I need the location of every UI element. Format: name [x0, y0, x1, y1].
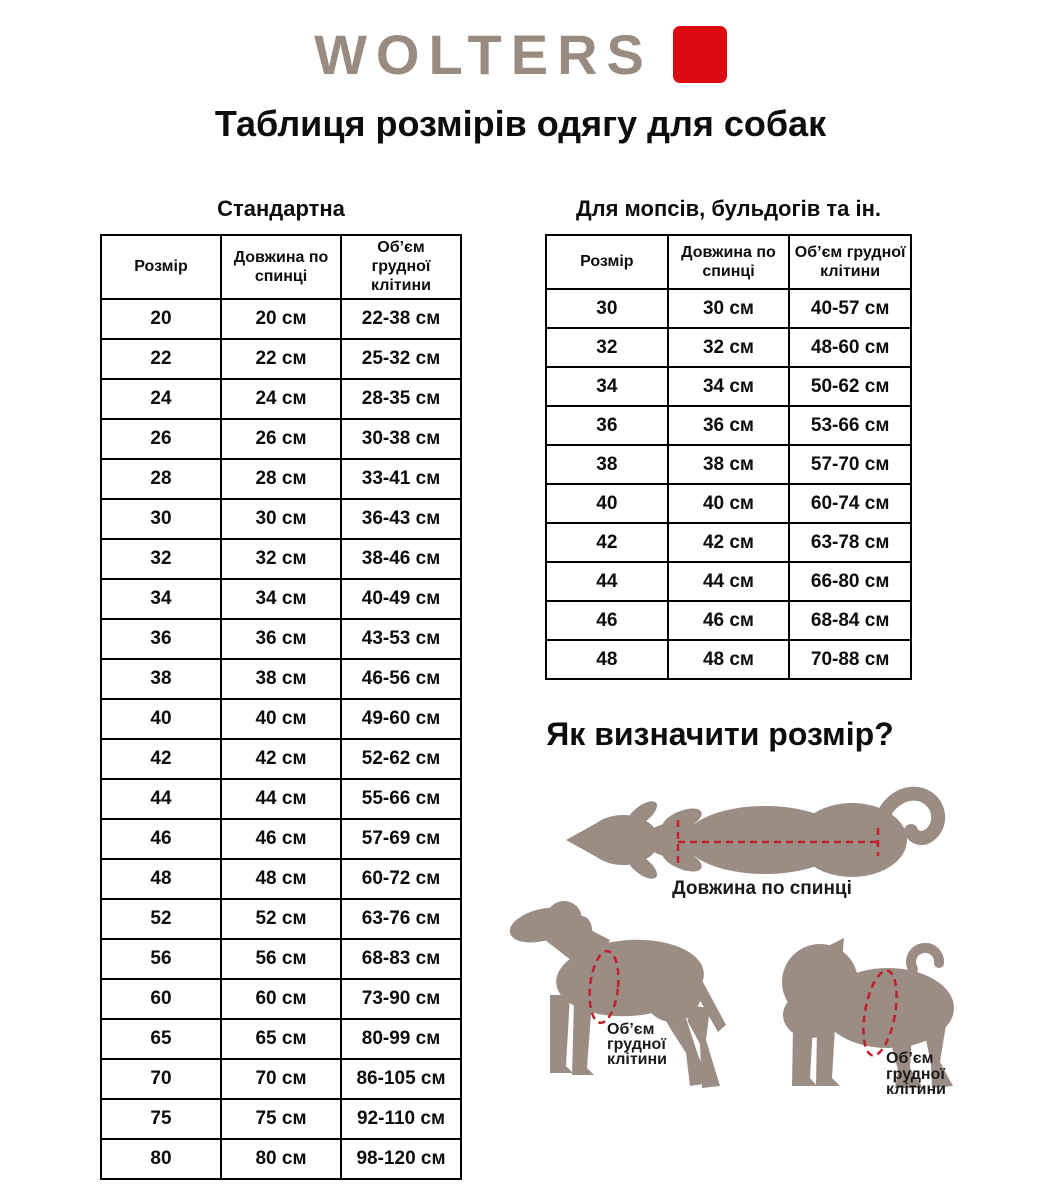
- standard-table-title: Стандартна: [217, 196, 345, 221]
- table-cell: 32 см: [221, 539, 341, 579]
- table-cell: 24 см: [221, 379, 341, 419]
- table-cell: 36 см: [668, 406, 790, 445]
- table-cell: 30 см: [221, 499, 341, 539]
- table-cell: 40-57 см: [789, 289, 911, 328]
- table-cell: 42: [546, 523, 668, 562]
- table-row: [101, 579, 461, 619]
- table-row: [101, 699, 461, 739]
- size-guide-illustration: [490, 770, 1040, 1200]
- table-row: [101, 899, 461, 939]
- table-cell: 50-62 см: [789, 367, 911, 406]
- table-row: [101, 779, 461, 819]
- table-cell: 53-66 см: [789, 406, 911, 445]
- table-cell: 46-56 см: [341, 659, 461, 699]
- table-row: [101, 819, 461, 859]
- table-cell: 49-60 см: [341, 699, 461, 739]
- table-cell: 55-66 см: [341, 779, 461, 819]
- table-cell: 28: [101, 459, 221, 499]
- pugs-size-table: [545, 234, 912, 680]
- table-row: [546, 523, 911, 562]
- table-cell: 63-78 см: [789, 523, 911, 562]
- table-cell: 70 см: [221, 1059, 341, 1099]
- table-cell: 38: [101, 659, 221, 699]
- table-cell: 86-105 см: [341, 1059, 461, 1099]
- table-cell: 38: [546, 445, 668, 484]
- table-row: [101, 379, 461, 419]
- table-cell: 24: [101, 379, 221, 419]
- chest-label-bulldog-line-1: Об’єм: [886, 1050, 934, 1067]
- table-row: [101, 619, 461, 659]
- table-cell: 26: [101, 419, 221, 459]
- table-row: [101, 339, 461, 379]
- table-row: [101, 299, 461, 339]
- table-cell: 46 см: [221, 819, 341, 859]
- table-cell: 36 см: [221, 619, 341, 659]
- table-cell: 20 см: [221, 299, 341, 339]
- dog-top-view-silhouette: [566, 794, 938, 884]
- wolters-logo-text: WOLTERS: [314, 22, 653, 86]
- table-cell: 70: [101, 1059, 221, 1099]
- page-title: Таблиця розмірів одягу для собак: [214, 103, 827, 144]
- table-cell: 46: [101, 819, 221, 859]
- table-cell: 34: [546, 367, 668, 406]
- pugs-table-title: Для мопсів, бульдогів та ін.: [575, 196, 882, 221]
- chest-label-standing-line-2: грудної: [607, 1036, 666, 1053]
- table-row: [101, 859, 461, 899]
- table-cell: 44 см: [221, 779, 341, 819]
- table-cell: 25-32 см: [341, 339, 461, 379]
- standard-size-table: [100, 234, 462, 1180]
- table-cell: 42 см: [668, 523, 790, 562]
- table-row: [546, 484, 911, 523]
- table-cell: 73-90 см: [341, 979, 461, 1019]
- table-cell: 66-80 см: [789, 562, 911, 601]
- table-cell: 46: [546, 601, 668, 640]
- table-row: [101, 459, 461, 499]
- table-cell: 60 см: [221, 979, 341, 1019]
- table-row: [101, 659, 461, 699]
- header-row: [546, 235, 911, 289]
- table-cell: 48: [546, 640, 668, 679]
- size-guide-title: Як визначити розмір?: [546, 716, 894, 752]
- table-cell: 56: [101, 939, 221, 979]
- table-row: [546, 640, 911, 679]
- table-cell: 48 см: [221, 859, 341, 899]
- table-cell: 68-83 см: [341, 939, 461, 979]
- table-cell: 32 см: [668, 328, 790, 367]
- table-cell: 44: [101, 779, 221, 819]
- table-cell: 40 см: [668, 484, 790, 523]
- table-cell: 38 см: [221, 659, 341, 699]
- table-row: [101, 1099, 461, 1139]
- table-row: [546, 406, 911, 445]
- table-cell: 80-99 см: [341, 1019, 461, 1059]
- table-cell: 65 см: [221, 1019, 341, 1059]
- chest-label-standing-line-1: Об’єм: [607, 1021, 655, 1038]
- chest-label-standing: [607, 1021, 667, 1068]
- table-cell: 36: [546, 406, 668, 445]
- chest-label-standing-line-3: клітини: [607, 1051, 667, 1068]
- table-cell: 30: [101, 499, 221, 539]
- table-cell: 42: [101, 739, 221, 779]
- table-cell: 22 см: [221, 339, 341, 379]
- table-cell: 48: [101, 859, 221, 899]
- table-cell: 42 см: [221, 739, 341, 779]
- table-cell: 30-38 см: [341, 419, 461, 459]
- table-cell: 65: [101, 1019, 221, 1059]
- table-cell: 34 см: [221, 579, 341, 619]
- column-header: Довжина по спинці: [221, 235, 341, 299]
- table-cell: 36-43 см: [341, 499, 461, 539]
- table-cell: 28 см: [221, 459, 341, 499]
- chest-label-bulldog-line-2: грудної: [886, 1066, 945, 1083]
- table-cell: 92-110 см: [341, 1099, 461, 1139]
- table-row: [101, 419, 461, 459]
- table-cell: 68-84 см: [789, 601, 911, 640]
- table-cell: 22: [101, 339, 221, 379]
- table-cell: 38 см: [668, 445, 790, 484]
- table-row: [101, 539, 461, 579]
- table-cell: 75: [101, 1099, 221, 1139]
- pugs-size-section: [545, 196, 912, 680]
- table-cell: 52 см: [221, 899, 341, 939]
- table-cell: 60-74 см: [789, 484, 911, 523]
- table-cell: 40: [546, 484, 668, 523]
- table-row: [546, 328, 911, 367]
- table-cell: 38-46 см: [341, 539, 461, 579]
- wolters-logo-mark-icon: [673, 26, 727, 83]
- table-cell: 36: [101, 619, 221, 659]
- header-row: [101, 235, 461, 299]
- table-cell: 60: [101, 979, 221, 1019]
- table-cell: 52-62 см: [341, 739, 461, 779]
- table-row: [546, 562, 911, 601]
- column-header: Довжина по спинці: [668, 235, 790, 289]
- table-cell: 32: [546, 328, 668, 367]
- table-cell: 52: [101, 899, 221, 939]
- table-cell: 44: [546, 562, 668, 601]
- table-cell: 43-53 см: [341, 619, 461, 659]
- column-header: Об’єм грудної клітини: [341, 235, 461, 299]
- table-cell: 56 см: [221, 939, 341, 979]
- table-cell: 40 см: [221, 699, 341, 739]
- table-cell: 30 см: [668, 289, 790, 328]
- table-cell: 60-72 см: [341, 859, 461, 899]
- column-header: Розмір: [546, 235, 668, 289]
- table-cell: 34 см: [668, 367, 790, 406]
- table-cell: 48-60 см: [789, 328, 911, 367]
- table-row: [546, 601, 911, 640]
- table-row: [101, 499, 461, 539]
- table-row: [101, 939, 461, 979]
- table-cell: 34: [101, 579, 221, 619]
- table-row: [101, 979, 461, 1019]
- table-cell: 57-69 см: [341, 819, 461, 859]
- table-row: [101, 1139, 461, 1179]
- column-header: Об’єм грудної клітини: [789, 235, 911, 289]
- table-cell: 80: [101, 1139, 221, 1179]
- column-header: Розмір: [101, 235, 221, 299]
- table-row: [101, 739, 461, 779]
- table-cell: 33-41 см: [341, 459, 461, 499]
- table-cell: 44 см: [668, 562, 790, 601]
- back-length-label: Довжина по спинці: [672, 878, 852, 899]
- table-cell: 30: [546, 289, 668, 328]
- table-row: [546, 289, 911, 328]
- table-row: [546, 445, 911, 484]
- table-cell: 70-88 см: [789, 640, 911, 679]
- table-cell: 48 см: [668, 640, 790, 679]
- chest-label-bulldog-line-3: клітини: [886, 1081, 946, 1098]
- table-cell: 28-35 см: [341, 379, 461, 419]
- table-cell: 40-49 см: [341, 579, 461, 619]
- table-cell: 75 см: [221, 1099, 341, 1139]
- table-row: [546, 367, 911, 406]
- table-cell: 80 см: [221, 1139, 341, 1179]
- table-cell: 26 см: [221, 419, 341, 459]
- standard-size-section: [100, 196, 462, 1180]
- table-cell: 98-120 см: [341, 1139, 461, 1179]
- table-cell: 22-38 см: [341, 299, 461, 339]
- table-cell: 32: [101, 539, 221, 579]
- table-cell: 63-76 см: [341, 899, 461, 939]
- wolters-logo: [0, 22, 1041, 86]
- table-cell: 57-70 см: [789, 445, 911, 484]
- table-cell: 46 см: [668, 601, 790, 640]
- table-row: [101, 1019, 461, 1059]
- table-row: [101, 1059, 461, 1099]
- table-cell: 40: [101, 699, 221, 739]
- table-cell: 20: [101, 299, 221, 339]
